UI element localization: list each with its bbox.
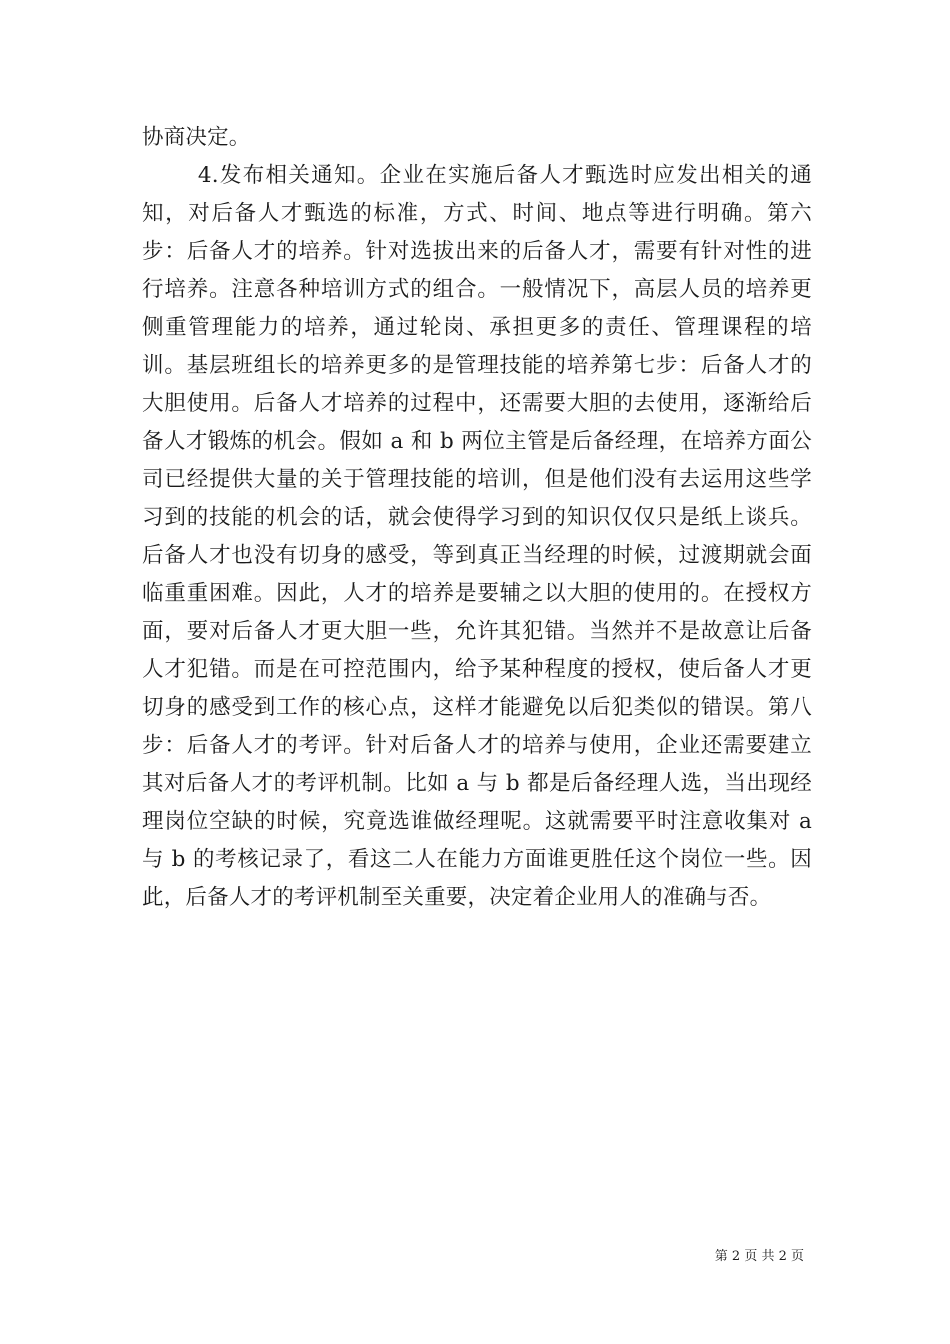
page-footer: 第 2 页 共 2 页 (714, 1249, 804, 1264)
paragraph-2: 4.发布相关通知。企业在实施后备人才甄选时应发出相关的通知，对后备人才甄选的标准，方式、时间、地点等进行明确。第六步：后备人才的培养。针对选拔出来的后备人才，需要有针对性的进行培养。注意各种培训方式的组合。一般情况下，高层人员的培养更侧重管理能力的培养，通过轮岗、承担更多的责任、管理课程的培训。基层班组长的培养更多的是管理技能的培养第七步：后备人才的大胆使用。后备人才培养的过程中，还需要大胆的去使用，逐渐给后备人才锻炼的机会。假如 a 和 b 两位主管是后备经理，在培养方面公司已经提供大量的关于管理技能的培训，但是他们没有去运用这些学习到的技能的机会的话，就会使得学习到的知识仅仅只是纸上谈兵。后备人才也没有切身的感受，等到真正当经理的时候，过渡期就会面临重重困难。因此，人才的培养是要辅之以大胆的使用的。在授权方面，要对后备人才更大胆一些，允许其犯错。当然并不是故意让后备人才犯错。而是在可控范围内，给予某种程度的授权，使后备人才更切身的感受到工作的核心点，这样才能避免以后犯类似的错误。第八步：后备人才的考评。针对后备人才的培养与使用，企业还需要建立其对后备人才的考评机制。比如 a 与 b 都是后备经理人选，当出现经理岗位空缺的时候，究竟选谁做经理呢。这就需要平时注意收集对 a 与 b 的考核记录了，看这二人在能力方面谁更胜任这个岗位一些。因此，后备人才的考评机制至关重要，决定着企业用人的准确与否。 (142, 163, 812, 910)
body-text (142, 119, 812, 917)
paragraph-1: 协商决定。 (142, 125, 251, 150)
